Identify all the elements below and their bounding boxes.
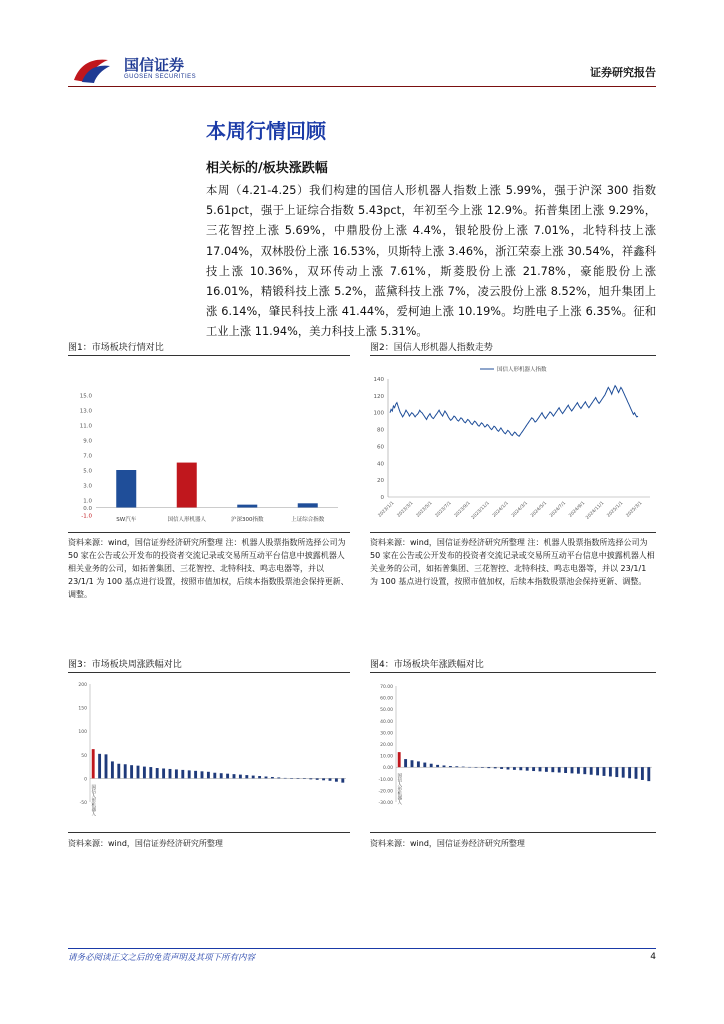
x-tick-label: 2024/1/1 (492, 500, 510, 519)
sector-bar (284, 778, 287, 779)
sector-bar (303, 778, 306, 779)
sector-bar (181, 770, 184, 778)
sector-bar (245, 775, 248, 778)
sector-bar (98, 754, 101, 779)
sector-bar (430, 764, 433, 767)
sector-bar (551, 767, 554, 772)
sector-bar (207, 772, 210, 779)
fig2-bottom-rule (370, 532, 656, 533)
sector-bar (162, 768, 165, 778)
x-tick-label: 2024/3/1 (511, 500, 529, 519)
y-tick-label: 120 (373, 393, 384, 400)
fig1-note: 资料来源：wind，国信证券经济研究所整理 注：机器人股票指数所选择公司为 50 家在公告或公开发布的投资者交流记录或交易所互动平台信息中披露机器人相关业务的公司，如拓普集团、三花智控、北特科技、鸣志电器等，并以 23/1/1 为 100 基点进行设置，按照市值加权，后续本指数股票池会保持更新、调整。 (68, 538, 349, 599)
y-tick-label: 13.0 (79, 408, 92, 415)
sector-bar (500, 767, 503, 769)
sector-bar (111, 761, 114, 778)
y-tick-label: -1.0 (81, 513, 92, 520)
sector-bar (335, 778, 338, 781)
sector-bar (539, 767, 542, 771)
sector-bar (615, 767, 618, 777)
guosen-logo-icon (72, 54, 112, 84)
sector-bar (513, 767, 516, 770)
x-tick-label: 2023/5/1 (415, 500, 434, 519)
footer-disclaimer: 请务必阅读正文之后的免责声明及其项下所有内容 (68, 953, 256, 963)
y-tick-label: -50 (79, 801, 87, 806)
fig4-rule (370, 672, 656, 673)
sector-bar (201, 771, 204, 778)
fig4-note: 资料来源：wind，国信证券经济研究所整理 (370, 839, 525, 848)
sector-bar (398, 752, 401, 767)
sector-bar (404, 759, 407, 767)
sector-bar (423, 763, 426, 768)
sector-bar (316, 778, 319, 779)
sector-bar (583, 767, 586, 774)
y-tick-label: 50 (81, 753, 87, 759)
sector-bar (322, 778, 325, 780)
y-tick-label: 100 (373, 410, 384, 417)
y-tick-label: 50.00 (380, 708, 393, 714)
y-tick-label: -20.00 (378, 789, 393, 795)
footer-divider (68, 948, 656, 949)
sector-bar (169, 769, 172, 778)
fig4-title: 图4：市场板块年涨跌幅对比 (370, 660, 484, 670)
fig2-rule (370, 355, 656, 356)
subsection-title: 相关标的/板块涨跌幅 (206, 161, 328, 176)
fig3-bottom-rule (68, 832, 350, 833)
y-tick-label: 0.0 (83, 506, 92, 512)
fig1-bottom-rule (68, 532, 350, 533)
y-tick-label: 15.0 (79, 393, 92, 400)
bar (177, 463, 197, 508)
sector-bar (258, 776, 261, 778)
sector-bar (449, 766, 452, 767)
sector-bar (635, 767, 638, 779)
x-tick-label: SW汽车 (116, 517, 137, 523)
x-tick-label: 2023/3/1 (396, 500, 415, 519)
fig3-note: 资料来源：wind，国信证券经济研究所整理 (68, 839, 223, 848)
sector-bar (271, 777, 274, 778)
y-tick-label: 200 (78, 683, 87, 688)
y-tick-label: 70.00 (380, 685, 393, 690)
x-tick-label: 2023/11/1 (470, 500, 491, 521)
sector-bar (641, 767, 644, 780)
x-tick-label: 2023/9/1 (453, 500, 472, 519)
sector-bar (290, 778, 293, 779)
fig3-rule (68, 672, 350, 673)
sector-bar (487, 767, 490, 768)
x-tick-label: 上证综合指数 (291, 517, 325, 523)
report-type: 证券研究报告 (590, 66, 656, 79)
y-tick-label: 40 (377, 461, 384, 468)
sector-bar (526, 767, 529, 770)
sector-bar (462, 767, 465, 768)
sector-bar (481, 767, 484, 768)
y-tick-label: 30.00 (380, 731, 393, 737)
y-tick-label: 40.00 (380, 719, 393, 725)
sector-bar (545, 767, 548, 772)
x-tick-label: 2024/11/1 (585, 500, 606, 521)
bar (116, 470, 136, 508)
y-tick-label: 80 (377, 427, 384, 434)
fig3-title: 图3：市场板块周涨跌幅对比 (68, 660, 182, 670)
sector-bar (455, 766, 458, 767)
brand-cn: 国信证券 (124, 56, 185, 74)
x-tick-label: 2024/7/1 (549, 500, 568, 519)
sector-bar (519, 767, 522, 770)
fig3-bar-chart (68, 674, 350, 830)
sector-bar (411, 760, 414, 767)
sector-bar (609, 767, 612, 776)
y-tick-label: 60 (377, 444, 384, 451)
sector-bar (297, 778, 300, 779)
sector-bar (443, 765, 446, 767)
sector-bar (137, 766, 140, 779)
sector-bar (571, 767, 574, 773)
y-tick-label: 0 (380, 495, 384, 501)
sector-bar (647, 767, 650, 781)
sector-bar (494, 767, 497, 768)
page-number: 4 (650, 952, 656, 962)
y-tick-label: 1.0 (83, 498, 92, 505)
sector-bar (130, 765, 133, 778)
y-tick-label: 0.00 (382, 766, 393, 772)
sector-bar (188, 770, 191, 778)
fig1-bar-chart (68, 357, 350, 529)
sector-bar (468, 767, 471, 768)
y-tick-label: 140 (373, 377, 384, 383)
sector-bar (628, 767, 631, 778)
x-tick-label: 国信人形机器人 (396, 773, 402, 805)
sector-bar (194, 771, 197, 779)
brand-logo (72, 52, 202, 86)
sector-bar (329, 778, 332, 780)
y-tick-label: -10.00 (378, 777, 393, 783)
sector-bar (603, 767, 606, 776)
x-tick-label: 2025/3/1 (625, 500, 644, 519)
x-tick-label: 2023/7/1 (434, 500, 453, 519)
y-tick-label: 60.00 (380, 696, 393, 702)
body-paragraph: 本周（4.21-4.25）我们构建的国信人形机器人指数上涨 5.99%，强于沪深 300 指数 5.61pct，强于上证综合指数 5.43pct，年初至今上涨 12.9%。拓普集团上涨 9.29%，三花智控上涨 5.69%，中鼎股份上涨 4.4%，银轮股份上涨 7.01%，北特科技上涨 17.04%，双林股份上涨 16.53%，贝斯特上涨 3.46%，浙江荣泰上涨 30.54%，祥鑫科技上涨 10.36%，双环传动上涨 7.61%，斯菱股份上涨 21.78%，豪能股份上涨 16.01%，精锻科技上涨 5.2%，蓝黛科技上涨 7%，凌云股份上涨 8.52%，旭升集团上涨 6.14%，肇民科技上涨 41.44%，爱柯迪上涨 10.19%。均胜电子上涨 6.35%。征和工业上涨 11.94%，美力科技上涨 5.31%。 (206, 184, 656, 339)
x-tick-label: 2023/1/1 (377, 500, 396, 519)
header-divider (68, 86, 656, 87)
sector-bar (436, 765, 439, 767)
sector-bar (507, 767, 510, 769)
sector-bar (252, 776, 255, 779)
sector-bar (239, 775, 242, 779)
sector-bar (226, 774, 229, 779)
sector-bar (596, 767, 599, 775)
y-tick-label: 7.0 (83, 453, 92, 460)
fig2-line-chart (370, 357, 656, 529)
sector-bar (532, 767, 535, 771)
sector-bar (149, 767, 152, 778)
y-tick-label: 20.00 (380, 743, 393, 748)
sector-bar (590, 767, 593, 775)
fig2-title: 图2：国信人形机器人指数走势 (370, 343, 493, 353)
y-tick-label: 150 (78, 706, 87, 712)
y-tick-label: 11.0 (79, 423, 92, 430)
section-title: 本周行情回顾 (206, 119, 326, 143)
fig2-note: 资料来源：wind，国信证券经济研究所整理 注：机器人股票指数所选择公司为 50 家在公告或公开发布的投资者交流记录或交易所互动平台信息中披露机器人相关业务的公司，如拓普集团、三花智控、北特科技、鸣志电器等，并以 23/1/1 为 100 基点进行设置，按照市值加权，后续本指数股票池会保持更新、调整。 (370, 538, 655, 586)
x-tick-label: 国信人形机器人 (90, 784, 96, 816)
fig1-rule (68, 355, 350, 356)
sector-bar (277, 777, 280, 778)
sector-bar (92, 749, 95, 778)
y-tick-label: -30.00 (378, 801, 393, 806)
x-tick-label: 2024/5/1 (530, 500, 549, 519)
x-tick-label: 沪深300指数 (231, 517, 264, 523)
sector-bar (233, 774, 236, 778)
sector-bar (105, 754, 108, 778)
sector-bar (417, 761, 420, 767)
sector-bar (558, 767, 561, 772)
fig4-bar-chart (370, 674, 656, 830)
fig4-bottom-rule (370, 832, 656, 833)
sector-bar (309, 778, 312, 779)
sector-bar (475, 767, 478, 768)
brand-en: GUOSEN SECURITIES (124, 74, 197, 80)
sector-bar (175, 769, 178, 778)
legend-label: 国信人形机器人指数 (497, 367, 547, 373)
y-tick-label: 100 (78, 730, 87, 736)
y-tick-label: 5.0 (83, 468, 92, 475)
bar (237, 505, 257, 508)
sector-bar (622, 767, 625, 777)
y-tick-label: 20 (377, 478, 384, 485)
sector-bar (143, 767, 146, 779)
sector-bar (577, 767, 580, 773)
y-tick-label: 3.0 (83, 483, 92, 490)
sector-bar (341, 778, 344, 782)
sector-bar (117, 764, 120, 779)
y-tick-label: 9.0 (83, 438, 92, 445)
x-tick-label: 2024/9/1 (568, 500, 587, 519)
x-tick-label: 2025/1/1 (606, 500, 625, 519)
sector-bar (124, 764, 127, 778)
index-line (390, 386, 638, 437)
bar (298, 503, 318, 507)
sector-bar (265, 777, 268, 779)
x-tick-label: 国信人形机器人 (167, 517, 207, 523)
fig1-title: 图1：市场板块行情对比 (68, 343, 164, 353)
y-tick-label: 0 (84, 777, 87, 783)
sector-bar (564, 767, 567, 773)
sector-bar (213, 773, 216, 779)
sector-bar (156, 768, 159, 778)
sector-bar (220, 773, 223, 778)
y-tick-label: 10.00 (380, 754, 393, 760)
